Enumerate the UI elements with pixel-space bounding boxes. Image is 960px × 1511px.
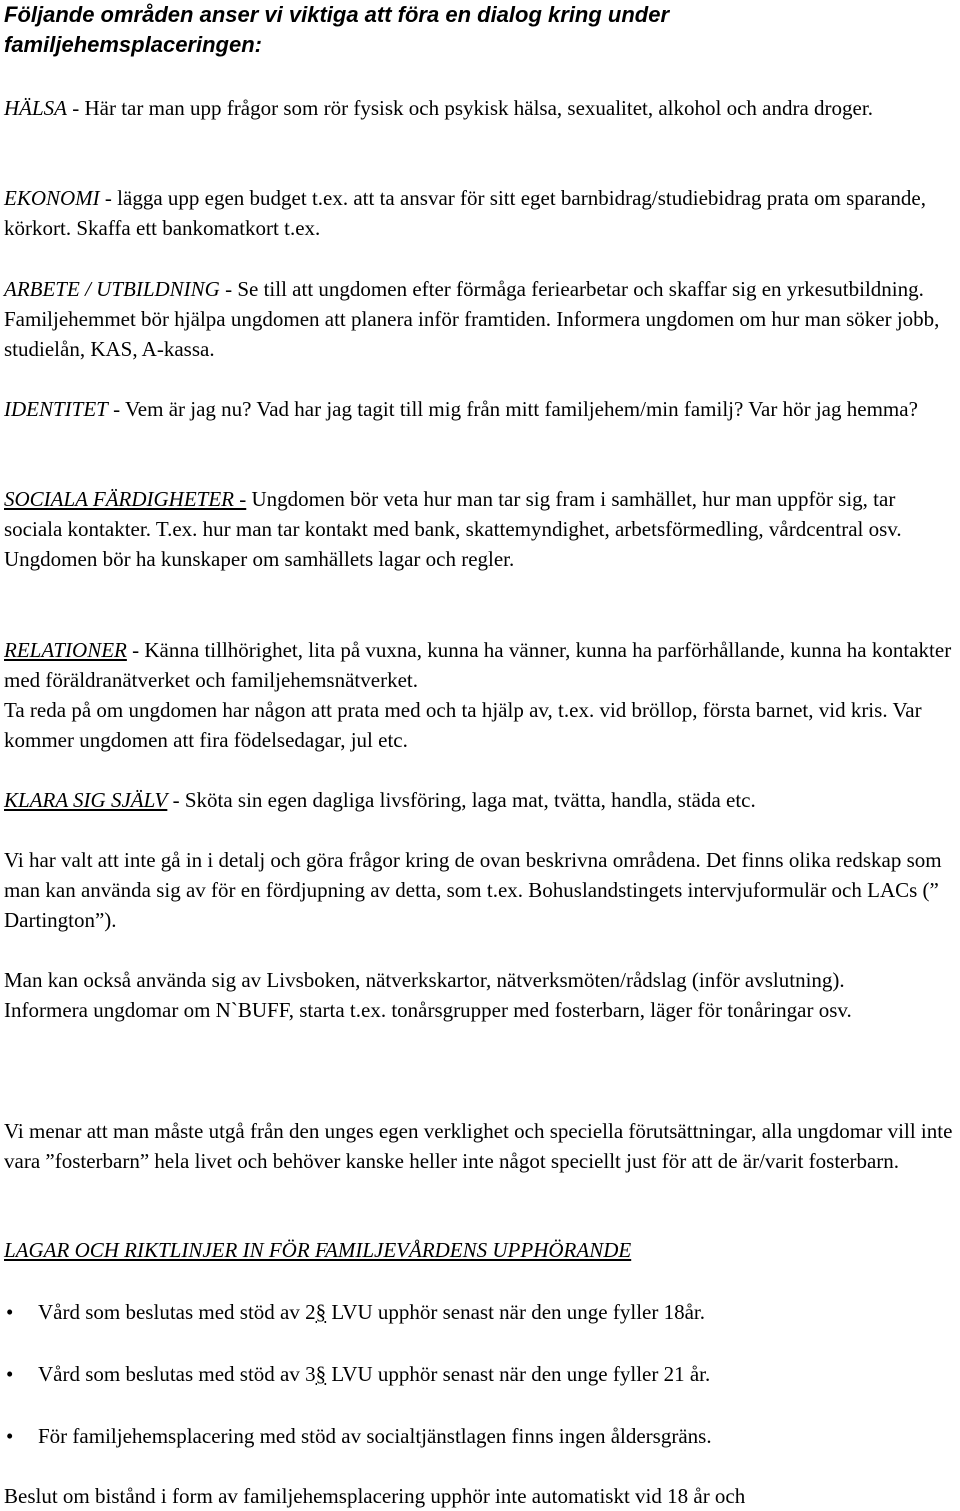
paragraph-tools-2: Informera ungdomar om N`BUFF, starta t.ex. tonårsgrupper med fosterbarn, läger för tonåringar osv. xyxy=(4,998,852,1022)
section-term: IDENTITET xyxy=(4,397,108,421)
bullet-text: Vård som beslutas med stöd av 3 xyxy=(38,1362,316,1386)
section-sign: § xyxy=(315,1362,327,1386)
section-relationer xyxy=(4,635,956,755)
section-ekonomi xyxy=(4,183,956,243)
bullet-text: För familjehemsplacering med stöd av socialtjänstlagen finns ingen åldersgräns. xyxy=(38,1424,712,1448)
list-item xyxy=(4,1421,956,1451)
bullet-text-rest: LVU upphör senast när den unge fyller 21 år. xyxy=(326,1362,711,1386)
bullet-icon: • xyxy=(6,1424,14,1448)
bullet-icon: • xyxy=(6,1362,14,1386)
bullet-text-rest: LVU upphör senast när den unge fyller 18år. xyxy=(326,1300,706,1324)
heading-line-2: familjehemsplaceringen: xyxy=(4,32,262,57)
bullet-text: Vård som beslutas med stöd av 2 xyxy=(38,1300,316,1324)
section-text-2: Ta reda på om ungdomen har någon att prata med och ta hjälp av, t.ex. vid bröllop, första barnet, vid kris. Var kommer ungdomen att fira födelsedagar, jul etc. xyxy=(4,698,922,752)
section-text: - Känna tillhörighet, lita på vuxna, kunna ha vänner, kunna ha parförhållande, kunna ha kontakter med föräldranätverket och familjehemsnätverket. xyxy=(4,638,952,692)
list-item xyxy=(4,1359,956,1389)
section-arbete xyxy=(4,274,956,364)
paragraph-reality: Vi menar att man måste utgå från den unges egen verklighet och speciella förutsättningar, alla ungdomar vill inte vara ”fosterbarn” hela livet och behöver kanske heller inte något speciellt just för att de är/varit fosterbarn. xyxy=(4,1119,953,1173)
section-sociala xyxy=(4,484,956,574)
section-text: Ungdomen bör veta hur man tar sig fram i samhället, hur man uppför sig, tar sociala kontakter. T.ex. hur man tar kontakt med bank, skattemyndighet, arbetsförmedling, vårdcentral osv. xyxy=(4,487,902,541)
paragraph-tools xyxy=(4,965,956,1025)
bullet-icon: • xyxy=(6,1300,14,1324)
section-term: ARBETE / UTBILDNING xyxy=(4,277,220,301)
heading-line-1: Följande områden anser vi viktiga att föra en dialog kring under xyxy=(4,2,670,27)
section-halsa xyxy=(4,93,956,123)
section-identitet xyxy=(4,394,956,424)
section-text-2: Ungdomen bör ha kunskaper om samhällets lagar och regler. xyxy=(4,547,515,571)
section-term: KLARA SIG SJÄLV xyxy=(4,788,168,812)
paragraph-detail: Vi har valt att inte gå in i detalj och göra frågor kring de ovan beskrivna områdena. Det finns olika redskap som man kan använda sig av för en fördjupning av detta, som t.ex. Bohuslandstingets intervjuformulär och LACs (” Dartington”). xyxy=(4,848,942,932)
page-heading xyxy=(4,0,956,60)
section-klara-sig-sjalv xyxy=(4,785,956,815)
section-term: HÄLSA xyxy=(4,96,67,120)
section-text: - Se till att ungdomen efter förmåga feriearbetar och skaffar sig en yrkesutbildning. Familjehemmet bör hjälpa ungdomen att planera inför framtiden. Informera ungdomen om hur man söker jobb, studielån, KAS, A-kassa. xyxy=(4,277,940,361)
laws-heading: LAGAR OCH RIKTLINJER IN FÖR FAMILJEVÅRDENS UPPHÖRANDE xyxy=(4,1238,632,1262)
section-text: - Vem är jag nu? Vad har jag tagit till mig från mitt familjehem/min familj? Var hör jag hemma? xyxy=(107,397,918,421)
section-term: SOCIALA FÄRDIGHETER - xyxy=(4,487,247,511)
section-sign: § xyxy=(315,1300,327,1324)
paragraph-tools-1: Man kan också använda sig av Livsboken, nätverkskartor, nätverksmöten/rådslag (inför avslutning). xyxy=(4,968,845,992)
section-text: - Här tar man upp frågor som rör fysisk och psykisk hälsa, sexualitet, alkohol och andra droger. xyxy=(67,96,873,120)
section-term: RELATIONER xyxy=(4,638,127,662)
list-item xyxy=(4,1297,956,1327)
section-term: EKONOMI xyxy=(4,186,100,210)
section-text: - Sköta sin egen dagliga livsföring, laga mat, tvätta, handla, städa etc. xyxy=(167,788,756,812)
paragraph-last: Beslut om bistånd i form av familjehemsplacering upphör inte automatiskt vid 18 år och xyxy=(4,1484,746,1508)
section-text: - lägga upp egen budget t.ex. att ta ansvar för sitt eget barnbidrag/studiebidrag prata om sparande, körkort. Skaffa ett bankomatkort t.ex. xyxy=(4,186,926,240)
